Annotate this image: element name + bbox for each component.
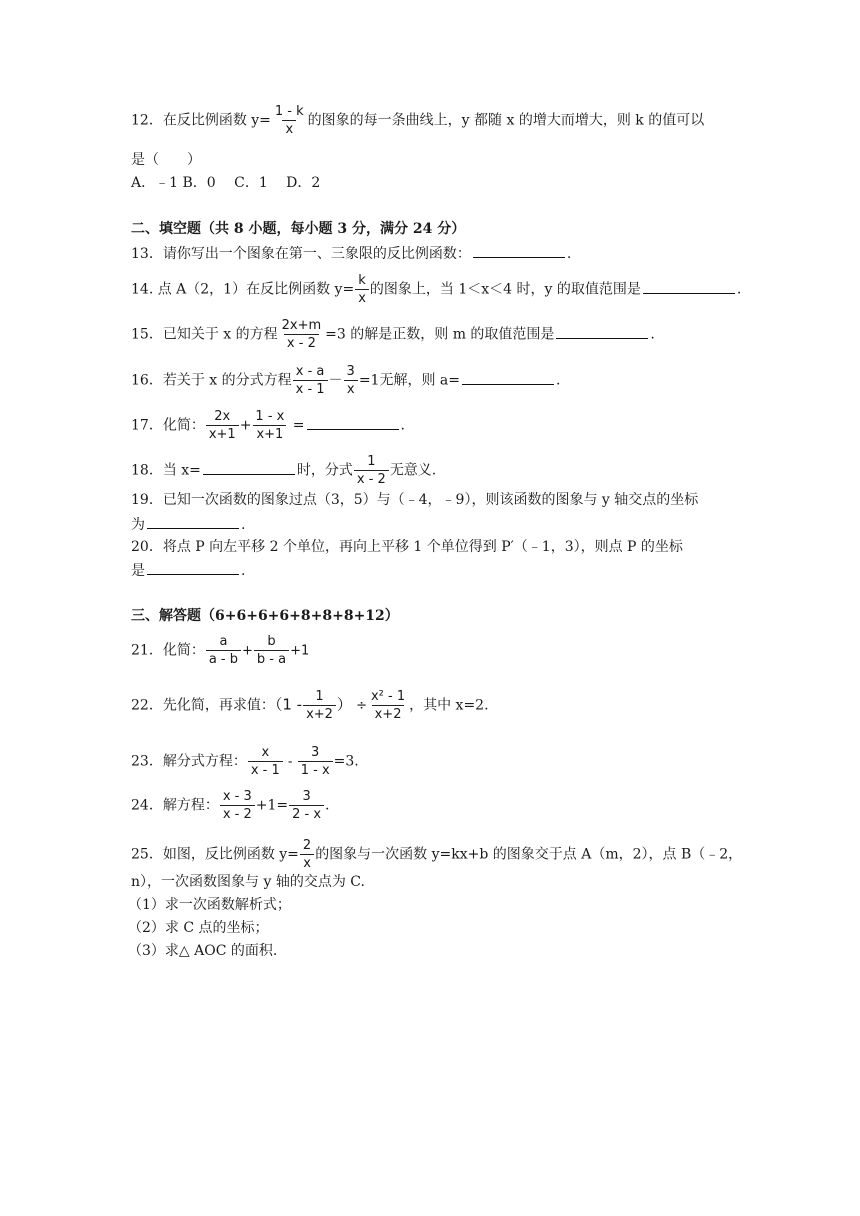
q16-frac2-num: 3 <box>346 364 355 379</box>
answer-blank-18[interactable] <box>203 460 295 475</box>
q17-frac2-den: x+1 <box>253 425 286 442</box>
q22-frac2-den: x+2 <box>372 705 405 722</box>
q13-text-end: . <box>566 246 572 262</box>
q22-divide: ÷ <box>351 698 367 714</box>
q16-minus: － <box>328 372 343 389</box>
q20-text-end: . <box>241 563 246 579</box>
q23-minus: - <box>283 754 297 770</box>
q23-frac2-den: 1 - x <box>298 761 333 778</box>
q22-frac1-num: 1 <box>315 689 324 704</box>
q18-fraction <box>354 454 389 487</box>
q23-frac1-den: x - 1 <box>248 761 283 778</box>
q18-text-post: 无意义. <box>389 462 437 479</box>
question-21 <box>131 634 309 667</box>
q19-text-pre: 为 <box>131 517 145 533</box>
q16-text-pre: 16．若关于 x 的分式方程 <box>131 372 292 389</box>
q21-fraction-1 <box>206 634 241 667</box>
q25-frac-num: 2 <box>302 838 312 853</box>
q21-plus: + <box>242 643 253 659</box>
q21-frac2-den: b - a <box>254 650 289 667</box>
q23-text-post: =3. <box>333 753 359 770</box>
q18-frac-num: 1 <box>367 454 376 469</box>
q14-frac-den: x <box>355 289 369 306</box>
question-15 <box>131 318 655 351</box>
answer-blank-14[interactable] <box>643 279 735 294</box>
q15-fraction <box>279 318 325 351</box>
q14-text-post: 的图象上，当 1＜x＜4 时，y 的取值范围是 <box>369 281 641 298</box>
q22-frac2-num: x² - 1 <box>370 689 406 704</box>
section-2-title: 二、填空题（共 8 小题，每小题 3 分，满分 24 分） <box>131 221 466 237</box>
question-12 <box>131 104 704 137</box>
q22-frac1-den: x+2 <box>303 705 336 722</box>
q17-frac1-num: 2x <box>214 409 231 424</box>
q21-frac1-num: a <box>219 634 228 649</box>
question-23 <box>131 745 359 778</box>
q24-frac2-den: 2 - x <box>289 805 324 822</box>
q14-text-pre: 14. 点 A（2，1）在反比例函数 y= <box>131 281 355 298</box>
q18-text-mid: 时，分式 <box>296 462 353 479</box>
q16-frac2-den: x <box>344 380 358 397</box>
q13-text-pre: 13．请你写出一个图象在第一、三象限的反比例函数： <box>131 246 471 262</box>
q23-text-pre: 23．解分式方程： <box>131 753 247 770</box>
q23-frac1-num: x <box>261 745 270 760</box>
q19-text-end: . <box>241 517 246 533</box>
q23-fraction-1 <box>248 745 283 778</box>
q22-text-post: ，其中 x=2. <box>409 697 489 714</box>
q24-text-post: . <box>325 797 330 814</box>
q15-frac-den: x - 2 <box>284 334 319 351</box>
q12-frac-num: 1 - k <box>274 104 304 119</box>
q25-text-post: 的图象与一次函数 y=kx+b 的图象交于点 A（m，2），点 B（﹣2， <box>315 846 743 863</box>
question-24 <box>131 789 330 822</box>
answer-blank-17[interactable] <box>307 415 399 430</box>
q17-plus: + <box>239 417 252 434</box>
q21-fraction-2 <box>254 634 289 667</box>
q18-frac-den: x - 2 <box>354 470 389 487</box>
q21-text-pre: 21．化简： <box>131 642 205 659</box>
q22-text-pre: 22．先化简，再求值： <box>131 697 275 714</box>
question-18 <box>131 454 436 487</box>
question-12-line2: 是（ ） <box>131 152 201 168</box>
q14-fraction <box>355 273 369 306</box>
q21-frac1-den: a - b <box>206 650 241 667</box>
q21-frac2-num: b <box>267 634 276 649</box>
q17-frac1-den: x+1 <box>206 425 239 442</box>
answer-blank-20[interactable] <box>147 560 239 575</box>
question-25-line2: n），一次函数图象与 y 轴的交点为 C. <box>131 874 365 890</box>
q14-frac-num: k <box>358 273 366 288</box>
q16-text-end: . <box>556 372 561 389</box>
q16-fraction-2 <box>344 364 358 397</box>
answer-blank-15[interactable] <box>556 324 648 339</box>
question-12-options: A．﹣1 B．0 C．1 D．2 <box>131 175 321 191</box>
q17-fraction-2 <box>252 409 287 442</box>
q12-fraction <box>272 104 307 137</box>
q25-frac-den: x <box>300 854 314 871</box>
answer-blank-19[interactable] <box>147 514 239 529</box>
q12-frac-den: x <box>282 120 296 137</box>
q17-fraction-1 <box>206 409 239 442</box>
answer-blank-13[interactable] <box>473 243 565 258</box>
q16-frac1-den: x - 1 <box>293 380 328 397</box>
q16-text-post: =1无解，则 a= <box>358 372 460 389</box>
q20-text-pre: 是 <box>131 563 145 579</box>
q15-text-post: =3 的解是正数，则 m 的取值范围是 <box>325 326 555 343</box>
q14-text-end: . <box>736 281 742 298</box>
q24-frac1-num: x - 3 <box>222 789 252 804</box>
q16-frac1-num: x - a <box>295 364 325 379</box>
q12-text-pre: 12．在反比例函数 y= <box>131 112 271 129</box>
answer-blank-16[interactable] <box>462 370 554 385</box>
question-19-line2 <box>131 514 245 535</box>
q17-eq: = <box>288 417 305 434</box>
section-3-title: 三、解答题（6+6+6+6+8+8+8+12） <box>131 608 399 624</box>
question-22 <box>131 689 489 722</box>
q16-fraction-1 <box>293 364 328 397</box>
q17-frac2-num: 1 - x <box>255 409 285 424</box>
q24-fraction-1 <box>220 789 255 822</box>
q21-text-post: +1 <box>290 643 310 659</box>
q17-text-pre: 17．化简： <box>131 417 205 434</box>
q24-fraction-2 <box>289 789 324 822</box>
q22-close-paren: ） <box>336 695 352 714</box>
q25-text-pre: 25．如图，反比例函数 y= <box>131 846 299 863</box>
question-20-line1: 20．将点 P 向左平移 2 个单位，再向上平移 1 个单位得到 P′（﹣1，3），则点 P 的坐标 <box>131 539 683 555</box>
question-25-sub1: （1）求一次函数解析式； <box>128 897 291 913</box>
q15-text-end: . <box>650 326 655 343</box>
question-25-sub3: （3）求△ AOC 的面积. <box>128 943 278 959</box>
q17-text-end: . <box>400 417 405 434</box>
q24-frac1-den: x - 2 <box>220 805 255 822</box>
question-16 <box>131 364 560 397</box>
question-20-line2 <box>131 560 245 581</box>
question-25 <box>131 838 742 871</box>
q18-text-pre: 18．当 x= <box>131 462 201 479</box>
q24-text-mid: +1= <box>255 797 289 814</box>
q22-fraction-1 <box>303 689 336 722</box>
q15-frac-num: 2x+m <box>281 318 322 333</box>
q23-frac2-num: 3 <box>311 745 320 760</box>
q25-fraction <box>300 838 314 871</box>
question-19-line1: 19．已知一次函数的图象过点（3，5）与（﹣4，﹣9），则该函数的图象与 y 轴交点的坐标 <box>131 492 699 508</box>
q23-fraction-2 <box>298 745 333 778</box>
q12-text-post: 的图象的每一条曲线上，y 都随 x 的增大而增大，则 k 的值可以 <box>307 112 705 129</box>
question-25-sub2: （2）求 C 点的坐标； <box>128 920 269 936</box>
q24-frac2-num: 3 <box>302 789 311 804</box>
q22-open-paren: （1 - <box>274 695 303 714</box>
question-13 <box>131 243 571 264</box>
q24-text-pre: 24．解方程： <box>131 797 219 814</box>
q15-text-pre: 15．已知关于 x 的方程 <box>131 326 278 343</box>
question-14 <box>131 273 741 306</box>
question-17 <box>131 409 405 442</box>
q22-fraction-2 <box>368 689 408 722</box>
